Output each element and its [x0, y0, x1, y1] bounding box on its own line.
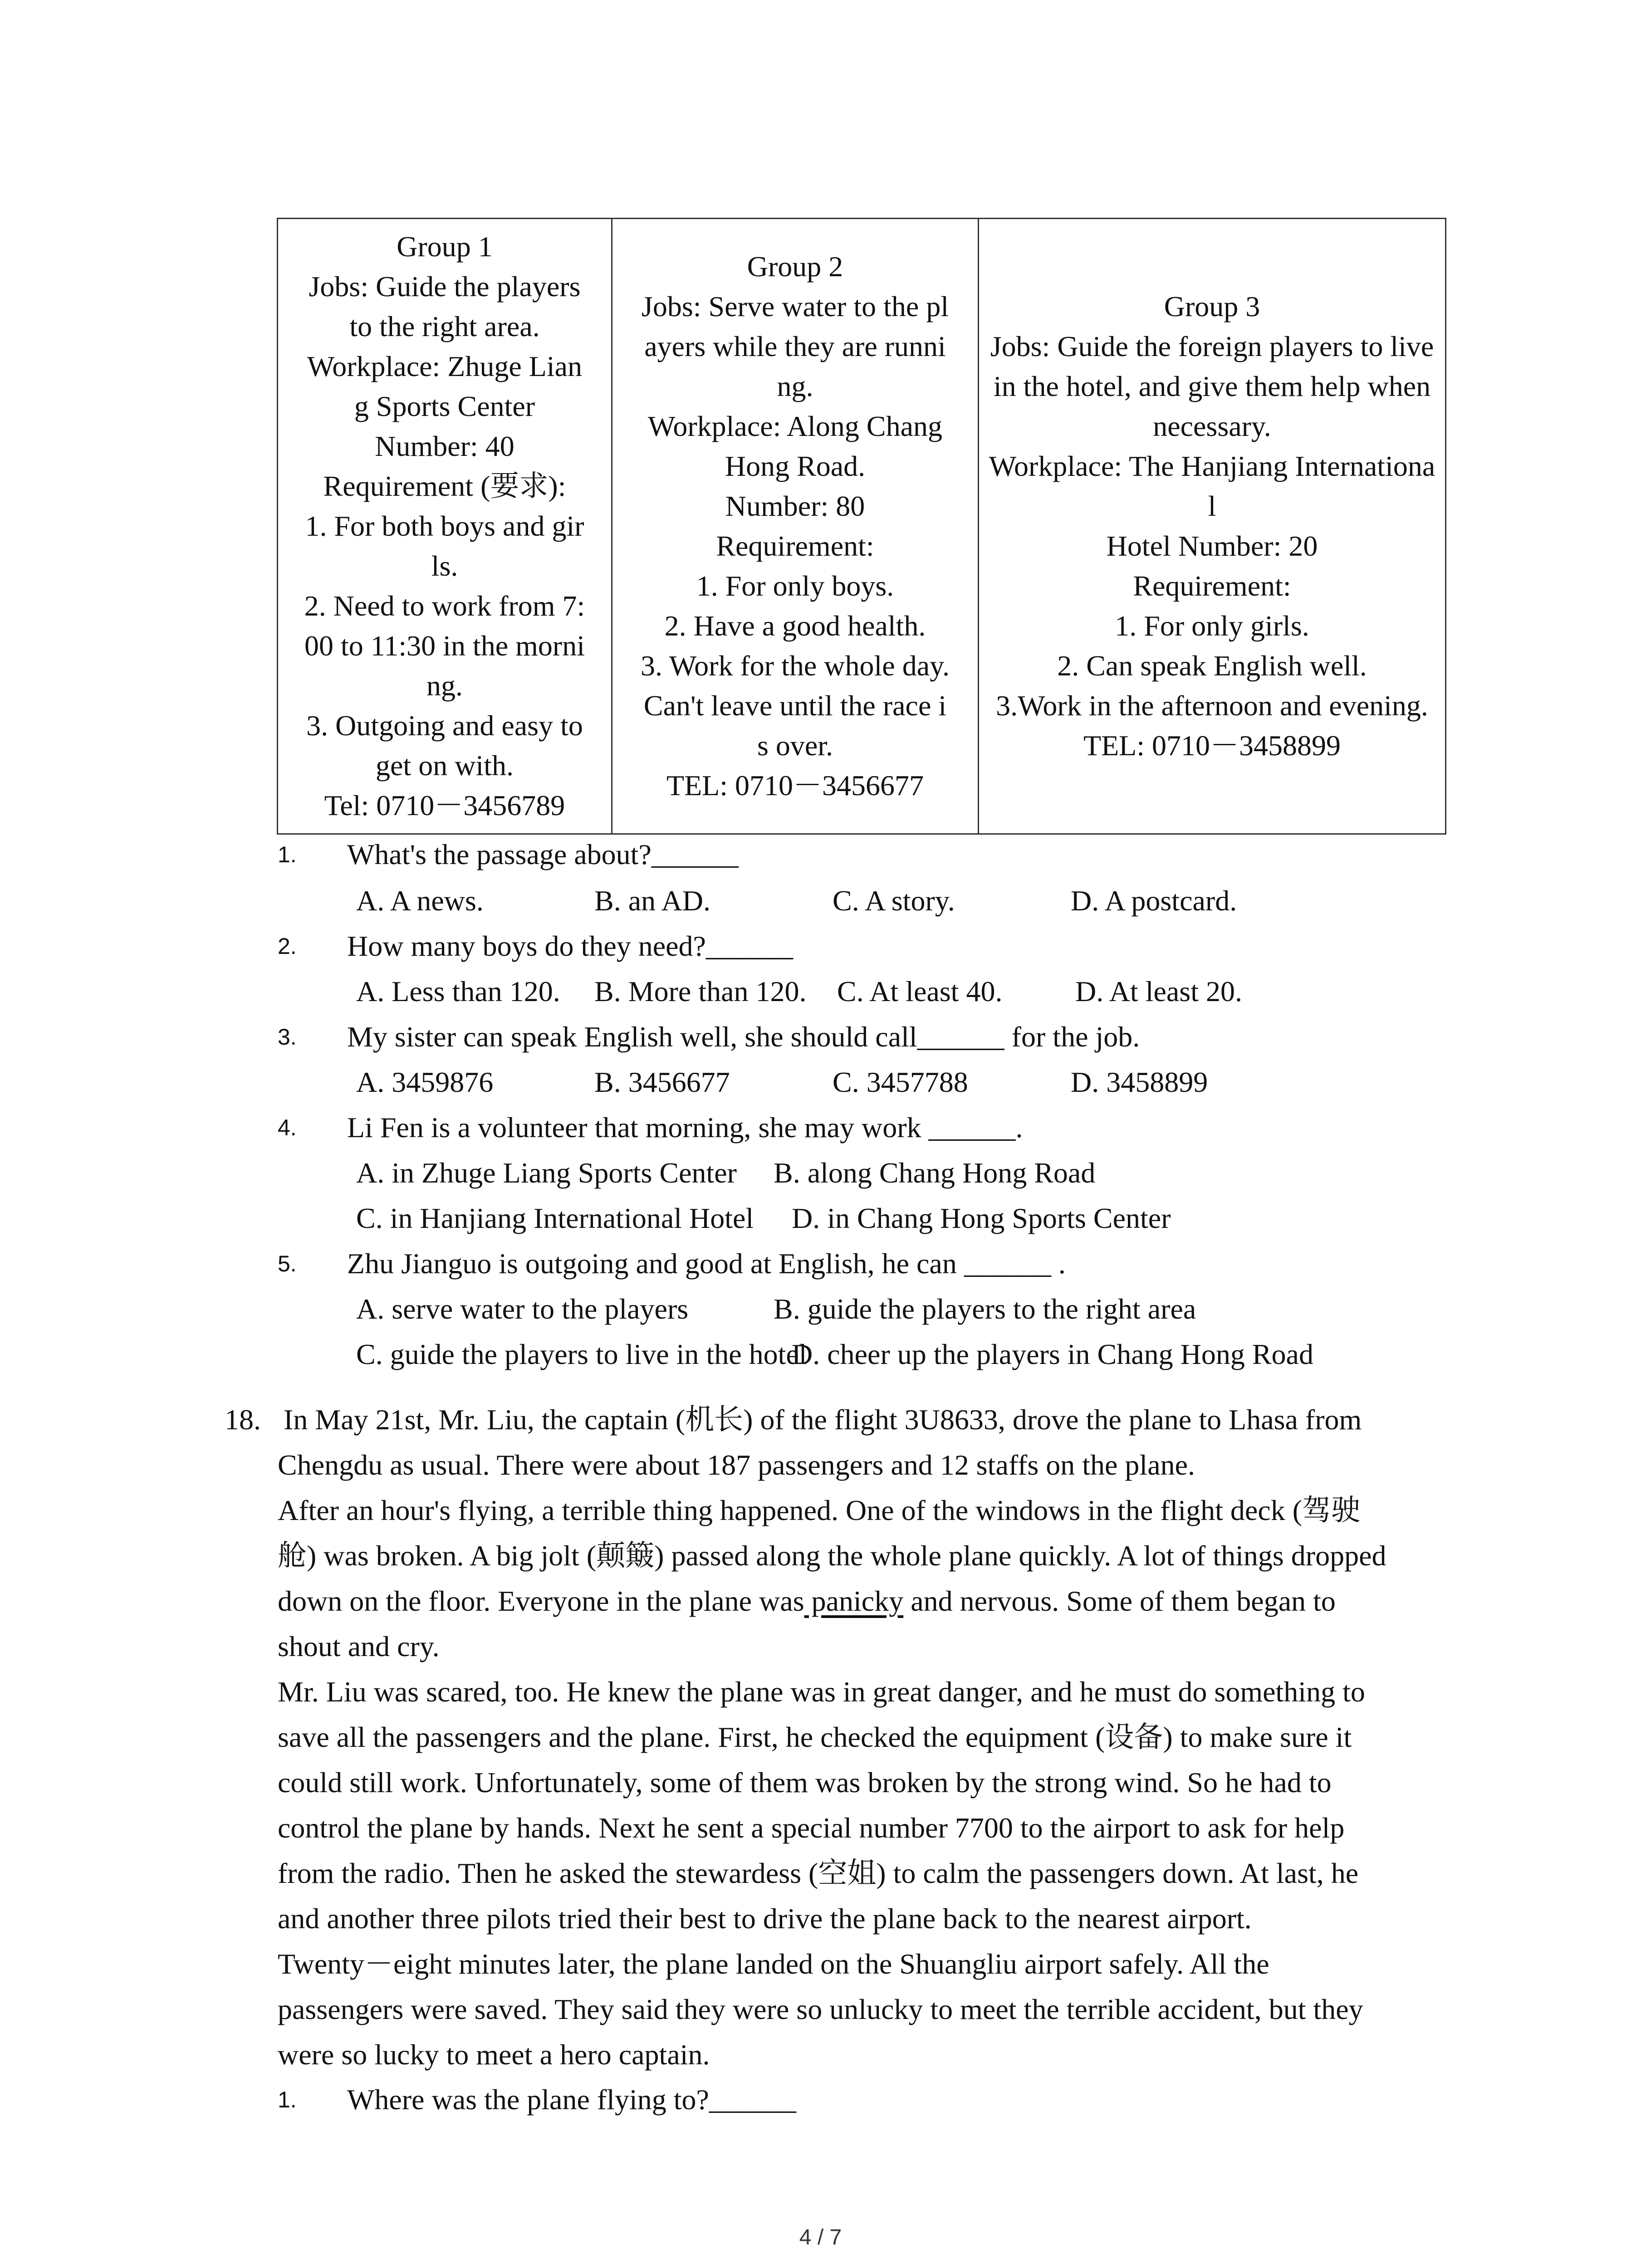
option-d: D. cheer up the players in Chang Hong Road [792, 1338, 1313, 1370]
question-number: 3. [278, 1024, 297, 1050]
option-a: A. A news. [356, 885, 484, 917]
option-a: A. 3459876 [356, 1066, 494, 1098]
table-cell-line: Requirement: [1133, 570, 1291, 602]
table-cell-line: necessary. [1153, 410, 1271, 442]
option-b: B. guide the players to the right area [774, 1293, 1196, 1325]
passage-line: save all the passengers and the plane. First, he checked the equipment (设备) to make sure it [278, 1721, 1352, 1753]
table-cell-line: Hotel Number: 20 [1106, 530, 1318, 562]
table-cell-line: 00 to 11:30 in the morni [304, 630, 585, 662]
table-cell-line: 1. For only boys. [696, 570, 894, 602]
group-1-cell [278, 219, 612, 834]
option-c: C. A story. [833, 885, 955, 917]
table-cell-line: Jobs: Guide the foreign players to live [990, 330, 1434, 362]
option-b: B. More than 120. [594, 975, 807, 1007]
table-cell-line: Requirement (要求): [323, 470, 566, 502]
passage-line: Mr. Liu was scared, too. He knew the plane was in great danger, and he must do something to [278, 1676, 1365, 1708]
option-b: B. 3456677 [594, 1066, 730, 1098]
option-a: A. serve water to the players [356, 1293, 689, 1325]
table-cell-line: Hong Road. [725, 450, 866, 482]
table-cell-line: Tel: 0710－3456789 [324, 789, 565, 821]
table-cell-line: l [1208, 490, 1216, 522]
table-cell-line: Number: 80 [725, 490, 865, 522]
passage-line: In May 21st, Mr. Liu, the captain (机长) of the flight 3U8633, drove the plane to Lhasa from [284, 1403, 1362, 1436]
table-cell-line: to the right area. [349, 310, 540, 342]
table-cell-line: ayers while they are runni [644, 330, 946, 362]
question-text: Where was the plane flying to?______ [347, 2083, 796, 2116]
table-cell-line: ng. [426, 670, 463, 702]
question-number: 1. [278, 842, 297, 867]
passage-line: could still work. Unfortunately, some of them was broken by the strong wind. So he had to [278, 1766, 1332, 1799]
table-cell-line: 2. Need to work from 7: [304, 590, 585, 622]
passage-line: After an hour's flying, a terrible thing happened. One of the windows in the flight deck (驾驶 [278, 1494, 1361, 1526]
passage-text: and nervous. Some of them began to [903, 1585, 1336, 1617]
option-a: A. Less than 120. [356, 975, 560, 1007]
question-text: Zhu Jianguo is outgoing and good at English, he can ______ . [347, 1247, 1066, 1280]
volunteer-groups-table [277, 218, 1446, 835]
table-cell-line: ng. [777, 370, 813, 402]
table-cell-line: TEL: 0710－3456677 [666, 769, 924, 802]
table-cell-line: get on with. [376, 749, 514, 782]
option-c: C. At least 40. [837, 975, 1003, 1007]
passage-line: were so lucky to meet a hero captain. [278, 2038, 710, 2071]
group-3-cell [979, 219, 1446, 834]
option-d: D. in Chang Hong Sports Center [792, 1202, 1171, 1234]
option-b: B. an AD. [594, 885, 710, 917]
question-text: Li Fen is a volunteer that morning, she may work ______. [347, 1111, 1023, 1144]
passage-line: Chengdu as usual. There were about 187 passengers and 12 staffs on the plane. [278, 1449, 1195, 1481]
table-cell-line: 2. Have a good health. [664, 610, 926, 642]
table-cell-line: 1. For only girls. [1115, 610, 1309, 642]
passage-line: from the radio. Then he asked the stewardess (空姐) to calm the passengers down. At last, he [278, 1857, 1359, 1889]
option-c: C. in Hanjiang International Hotel [356, 1202, 754, 1234]
passage-line: control the plane by hands. Next he sent a special number 7700 to the airport to ask for help [278, 1812, 1345, 1844]
passage-number: 18. [225, 1403, 261, 1436]
page-number: 4 / 7 [799, 2225, 842, 2249]
underlined-word: panicky [804, 1585, 904, 1617]
option-c: C. guide the players to live in the hotel [356, 1338, 807, 1370]
group-2-cell [612, 219, 979, 834]
question-number: 2. [278, 934, 297, 959]
table-cell-line: Jobs: Guide the players [309, 270, 581, 303]
option-d: D. A postcard. [1071, 885, 1237, 917]
table-cell-line: Requirement: [716, 530, 874, 562]
table-cell-line: Can't leave until the race i [643, 689, 947, 722]
table-cell-line: 3.Work in the afternoon and evening. [996, 689, 1428, 722]
passage-line: passengers were saved. They said they were so unlucky to meet the terrible accident, but they [278, 1993, 1363, 2025]
table-cell-line: Jobs: Serve water to the pl [641, 290, 949, 323]
question-text: What's the passage about?______ [347, 838, 739, 870]
passage-line: shout and cry. [278, 1630, 440, 1662]
table-cell-line: ls. [431, 550, 458, 582]
option-a: A. in Zhuge Liang Sports Center [356, 1157, 737, 1189]
question-number: 4. [278, 1115, 297, 1140]
option-b: B. along Chang Hong Road [774, 1157, 1096, 1189]
question-number: 5. [278, 1251, 297, 1276]
table-cell-line: g Sports Center [354, 390, 535, 422]
passage-line: and another three pilots tried their best to drive the plane back to the nearest airport. [278, 1902, 1252, 1935]
table-cell-line: Group 1 [397, 230, 493, 263]
option-d: D. 3458899 [1071, 1066, 1208, 1098]
table-cell-line: s over. [757, 729, 833, 762]
table-cell-line: in the hotel, and give them help when [993, 370, 1431, 402]
option-d: D. At least 20. [1075, 975, 1242, 1007]
option-c: C. 3457788 [833, 1066, 968, 1098]
table-cell-line: Group 2 [747, 250, 843, 283]
table-cell-line: 1. For both boys and gir [305, 510, 584, 542]
question-number: 1. [278, 2087, 297, 2112]
table-cell-line: Group 3 [1164, 290, 1260, 323]
passage-line: 舱) was broken. A big jolt (颠簸) passed along the whole plane quickly. A lot of things dropped [278, 1540, 1386, 1572]
table-cell-line: 3. Work for the whole day. [641, 650, 950, 682]
table-cell-line: 3. Outgoing and easy to [306, 709, 583, 742]
table-cell-line: Workplace: Along Chang [648, 410, 942, 442]
table-cell-line: TEL: 0710－3458899 [1083, 729, 1341, 762]
table-cell-line: 2. Can speak English well. [1057, 650, 1367, 682]
table-cell-line: Workplace: The Hanjiang Internationa [989, 450, 1435, 482]
table-cell-line: Workplace: Zhuge Lian [307, 350, 583, 382]
table-cell-line: Number: 40 [375, 430, 514, 462]
passage-line: Twenty－eight minutes later, the plane landed on the Shuangliu airport safely. All the [278, 1948, 1269, 1980]
question-text: How many boys do they need?______ [347, 930, 793, 962]
passage-text: down on the floor. Everyone in the plane was [278, 1585, 804, 1617]
passage-line [278, 1579, 1336, 1624]
question-text: My sister can speak English well, she should call______ for the job. [347, 1021, 1140, 1053]
